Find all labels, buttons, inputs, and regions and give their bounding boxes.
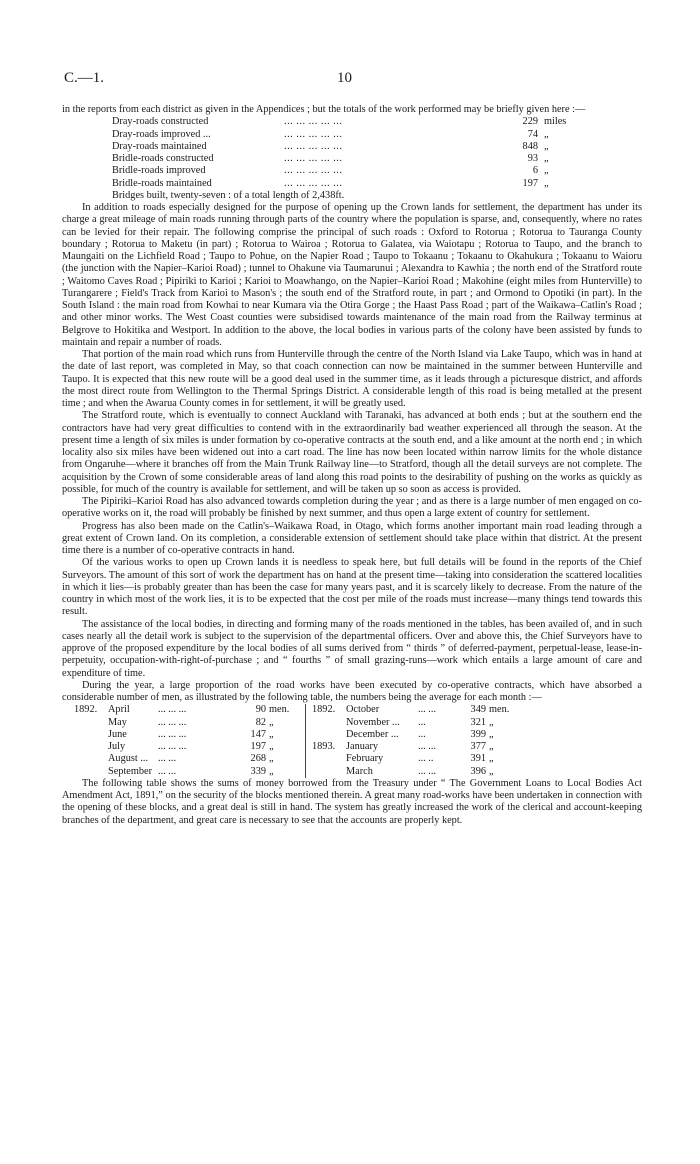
work-unit: miles (544, 116, 567, 128)
men-count: 197 (250, 741, 266, 752)
leader-dots: ... ... ... ... ... (284, 153, 343, 164)
work-type: Bridle-roads maintained (112, 177, 212, 189)
table-row (112, 116, 566, 128)
leader-dots: ... ... (418, 765, 437, 777)
month: April (108, 704, 130, 716)
men-unit: „ (269, 765, 274, 777)
paragraph: That portion of the main road which runs from Hunterville through the centre of the North Island via Lake Taupo, which was in hand at the date of last report, was completed in May, so that coach connection can now be maintained in the summer between Hunterville and Taupo. It is expected that this new route will be a good deal used in the summer time, as it leads through a picturesque district, and affords the most direct route from Wellington to the Thermal Springs District. A considerable length of this road is being metalled at the present time ; and when the Awarua County comes in for settlement, it will be greatly used. (62, 349, 642, 409)
monthly-men-table (74, 704, 525, 778)
men-count: 391 (470, 753, 486, 765)
paragraph: In addition to roads especially designed for the purpose of opening up the Crown lands for settlement, the department has under its charge a great mileage of main roads running through parts of the country where the population is sparse, and, consequently, where no rates can be levied for their repair. The following comprise the principal of such roads : Oxford to Rotorua ; Rotorua to Tauranga County boundary ; Rotorua to Maketu (in part) ; Rotorua to Wairoa ; Rotorua to Galatea, via Waiotapu ; Rotorua to Taupo, and the branch to Maungaiti on the Lichfield Road ; Taupo to Pohue, on the Napier Road ; Taupo to Tokaanu ; Tokaanu to Okahukura ; Tokaanu to Waioru (the junction with the Napier–Karioi Road) ; tunnel to Ohakune via Taumarunui ; Alexandra to Kawhia ; the north end of the Stratford route ; Waitomo Caves Road ; Pipiriki to Karioi ; Karioi to Moawhango, on the Napier–Karioi Road ; Makohine (eight miles from Hunterville) to Turangarere ; Field's Track from Karioi to Mason's ; the south end of the Stratford route, in part ; and Ormond to Opotiki (in part). In the South Island : the main road from Kowhai to near Kumara via the Otira Gorge ; the Haast Pass Road ; part of the Waikawa–Catlin's Road ; and other minor works. The West Coast counties were subsidised towards maintenance of the main road from the Railway terminus at Belgrove to Hokitika and Westport. In addition to the above, the local bodies in various parts of the colony have been assisted by funds to maintain and repair a number of roads. (62, 202, 642, 348)
table-row (74, 753, 525, 765)
month: July (108, 741, 126, 752)
bridges-line: Bridges built, twenty-seven : of a total length of 2,438ft. (112, 189, 345, 201)
table-row (74, 729, 525, 741)
men-count: 321 (470, 716, 486, 728)
year (312, 766, 346, 778)
leader-dots: ... ... (158, 765, 177, 777)
work-type: Dray-roads maintained (112, 140, 207, 152)
leader-dots: ... ... ... (158, 716, 187, 728)
men-unit: „ (489, 716, 494, 728)
table-row (112, 141, 566, 153)
leader-dots: ... ... ... (158, 704, 187, 716)
document-reference: C.—1. (64, 70, 105, 86)
year: 1893. (312, 741, 336, 752)
month: February (346, 753, 384, 765)
men-unit: „ (489, 753, 494, 765)
work-miles: 93 (527, 153, 538, 164)
paragraph: The Pipiriki–Karioi Road has also advanced towards completion during the year ; and as there is a large number of men engaged on co-operative works on it, the road will probably be finished by next summer, and thus open a large extent of country for settlement. (62, 496, 642, 520)
month: March (346, 765, 373, 777)
men-count: 90 (255, 704, 266, 716)
table-row (112, 165, 566, 177)
work-miles: 229 (522, 116, 538, 128)
paragraph: Progress has also been made on the Catlin's–Waikawa Road, in Otago, which forms another important main road leading through a great extent of Crown land. On its completion, a considerable extension of settlement should take place within that district. At the present time there is a number of co-operative contracts in hand. (62, 520, 642, 556)
leader-dots: ... ... (158, 753, 177, 765)
intro-paragraph: in the reports from each district as given in the Appendices ; but the totals of the work performed may be briefly given here :— (62, 104, 586, 115)
work-unit: „ (544, 165, 549, 177)
table-row (74, 704, 525, 716)
leader-dots: ... ... ... ... ... (284, 177, 343, 189)
men-count: 396 (470, 765, 486, 777)
leader-dots: ... ... (418, 704, 437, 716)
page-number: 10 (337, 70, 352, 86)
paragraph: The following table shows the sums of money borrowed from the Treasury under “ The Government Loans to Local Bodies Act Amendment Act, 1891,” on the security of the blocks mentioned therein. A great many road-works have been undertaken in connection with the opening of these blocks, and a great deal is still in hand. The system has greatly increased the work of the clerical and account-keeping branches of the department, and great care is necessary to see that the accounts are properly kept. (62, 777, 642, 826)
month: August ... (108, 753, 149, 765)
year (74, 729, 108, 741)
paragraph: The assistance of the local bodies, in directing and forming many of the roads mentioned in the tables, has been availed of, and in such cases nearly all the detail work is subject to the supervision of the departmental officers. Over and above this, the Chief Surveyors have to approve of the proposed expenditure by the local bodies of all sums derived from “ thirds ” of deferred-payment, perpetual-lease, lease-in-perpetuity, occupation-with-right-of-purchase ; and “ fourths ” of small grazing-runs—work which entails a large amount of care and expenditure of time. (62, 618, 642, 679)
month: October (346, 704, 380, 716)
year (74, 717, 108, 729)
men-unit: „ (269, 753, 274, 765)
year (74, 753, 108, 765)
men-unit: „ (489, 741, 494, 752)
leader-dots: ... ... (418, 741, 437, 752)
work-unit: „ (544, 153, 549, 164)
table-row (112, 129, 566, 141)
leader-dots: ... (418, 728, 426, 740)
leader-dots: ... .. (418, 753, 434, 765)
works-summary-table (112, 116, 566, 190)
work-miles: 848 (522, 140, 538, 152)
men-unit: „ (269, 716, 274, 728)
document-body (62, 104, 642, 827)
men-unit: men. (489, 704, 510, 716)
men-unit: „ (269, 741, 274, 752)
work-miles: 6 (532, 165, 538, 177)
men-count: 339 (250, 765, 266, 777)
table-row (74, 766, 525, 778)
table-row (112, 178, 566, 190)
table-row (112, 153, 566, 165)
month: May (108, 716, 127, 728)
paragraph: Of the various works to open up Crown lands it is needless to speak here, but full details will be found in the reports of the Chief Surveyors. The amount of this sort of work the department has on hand at the present time—taking into consideration the scattered localities in which it lies—is probably greater than has been the case for many years past, and it is scarcely likely to decrease. From the nature of the country in which most of the work lies, it is to be expected that the cost per mile of the roads must increase—many things tend towards this result. (62, 557, 642, 618)
men-unit: „ (269, 728, 274, 740)
table-row (74, 717, 525, 729)
month: September (108, 765, 153, 777)
month: November ... (346, 716, 400, 728)
leader-dots: ... ... ... ... ... (284, 116, 343, 128)
work-type: Dray-roads constructed (112, 116, 209, 128)
work-type: Bridle-roads improved (112, 165, 206, 177)
men-unit: „ (489, 765, 494, 777)
men-count: 147 (250, 728, 266, 740)
leader-dots: ... ... ... (158, 728, 187, 740)
paragraph: The Stratford route, which is eventually to connect Auckland with Taranaki, has advanced at both ends ; but at the southern end the contractors have had very great difficulties to contend with in the extraordinarily bad weather experienced all through the season. At the present time a length of six miles is under formation by co-operative contracts at the south end, and a like amount at the north end ; in which locality also six miles have been widened out into a cart road. The line has now been located within narrow limits for the whole distance from Ongaruhe—where it branches off from the Main Trunk Railway line—to Stratford, though all the detail surveys are not complete. The acquisition by the Crown of some considerable areas of land along this road points to the desirability of pushing on the works as quickly as possible, for much of the country is available for settlement, and will be taken up so soon as access is provided. (62, 410, 642, 495)
leader-dots: ... ... ... ... ... (284, 165, 343, 177)
men-count: 377 (470, 741, 486, 752)
leader-dots: ... ... ... (158, 741, 187, 752)
work-miles: 74 (527, 128, 538, 140)
leader-dots: ... (418, 716, 426, 728)
work-type: Dray-roads improved ... (112, 128, 211, 140)
work-unit: „ (544, 177, 549, 189)
year: 1892. (74, 704, 98, 716)
work-miles: 197 (522, 177, 538, 189)
men-unit: „ (489, 728, 494, 740)
year (74, 766, 108, 778)
men-count: 82 (255, 716, 266, 728)
month: January (346, 741, 379, 752)
work-unit: „ (544, 140, 549, 152)
men-count: 399 (470, 728, 486, 740)
work-type: Bridle-roads constructed (112, 153, 214, 164)
year (312, 717, 346, 729)
year (312, 753, 346, 765)
year: 1892. (312, 704, 336, 716)
men-count: 349 (470, 704, 486, 716)
leader-dots: ... ... ... ... ... (284, 128, 343, 140)
men-unit: men. (269, 704, 290, 716)
month: June (108, 728, 127, 740)
table-row (74, 741, 525, 753)
men-count: 268 (250, 753, 266, 765)
work-unit: „ (544, 128, 549, 140)
year (74, 741, 108, 753)
leader-dots: ... ... ... ... ... (284, 140, 343, 152)
paragraph: During the year, a large proportion of the road works have been executed by co-operative contracts, which have absorbed a considerable number of men, as illustrated by the following table, the numbers being the average for each month :— (62, 679, 642, 703)
year (312, 729, 346, 741)
month: December ... (346, 728, 399, 740)
